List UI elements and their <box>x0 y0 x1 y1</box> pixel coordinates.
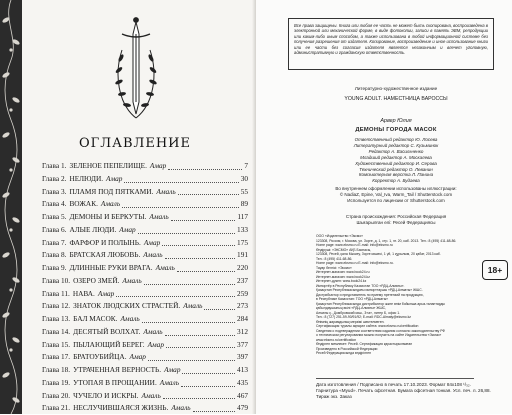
toc-chapter-number: Глава 10. <box>42 275 71 285</box>
toc-chapter-number: Глава 11. <box>42 288 70 298</box>
toc-narrator: Амар <box>129 352 146 362</box>
imprint-line: Тел.: 8 (727) 251-59-90/91/92; E-mail: RDC-Almaty@eksmo.kz <box>316 315 412 319</box>
toc-chapter-number: Глава 1. <box>42 161 67 170</box>
imprint-line: Home page: www.eksmo.ru E-mail: info@eksmo.ru. <box>316 261 394 265</box>
toc-row <box>42 186 248 199</box>
toc-leader-dots <box>144 284 235 285</box>
imprint-line: Сведения о подтверждении соответствия издания согласно законодательству РФ <box>316 328 446 333</box>
toc-page-number: 55 <box>240 186 248 196</box>
imprint-line: Өнімнің жарамдылық мерзімі шектелмеген. <box>316 319 385 324</box>
toc-row <box>42 160 248 173</box>
toc-chapter-number: Глава 4. <box>42 199 67 209</box>
toc-page-number: 220 <box>237 263 248 272</box>
illustration-credits <box>306 186 486 203</box>
toc-narrator: Амаль <box>159 377 180 387</box>
toc-chapter-number: Глава 7. <box>42 237 67 247</box>
toc-narrator: Амаль <box>183 301 203 311</box>
dagger-wreath-emblem-icon <box>108 14 164 134</box>
toc-narrator: Амаль <box>100 199 121 209</box>
credit-line: Технический редактор О. Леванин <box>359 166 433 172</box>
toc-chapter-title: НЕЛЮДИ. <box>69 173 104 183</box>
credits-list <box>316 137 476 184</box>
toc-chapter-number: Глава 20. <box>42 390 71 400</box>
toc-chapter-title: ДЕСЯТЫЙ ВОЛХАТ. <box>73 326 141 336</box>
toc-leader-dots <box>181 386 235 387</box>
toc-narrator: Амаль <box>155 263 175 272</box>
toc-row <box>42 249 248 262</box>
toc-page-number: 89 <box>240 199 248 209</box>
toc-list <box>42 160 248 415</box>
publisher-imprint <box>316 234 474 356</box>
age-rating-badge: 18+ <box>482 260 508 280</box>
toc-chapter-number: Глава 2. <box>42 173 67 183</box>
toc-row <box>42 173 248 186</box>
toc-leader-dots <box>168 169 242 170</box>
toc-row <box>42 364 248 377</box>
toc-narrator: Амар <box>147 339 164 349</box>
toc-row <box>42 313 248 326</box>
toc-narrator: Амаль <box>122 275 142 285</box>
series-line: YOUNG ADULT. НАМЕСТНИЦА ВАРОССЫ <box>344 96 448 102</box>
toc-page-number: 7 <box>244 161 248 170</box>
country-line: Шығарылған елі: Ресей Федерациясы <box>356 219 436 225</box>
toc-leader-dots <box>204 309 235 310</box>
toc-leader-dots <box>142 322 235 323</box>
publication-data <box>316 382 491 400</box>
imprint-line: Қазақстан Республикасында дистрибьютор және өнім бойынша арыз-талаптарды <box>316 301 445 306</box>
imprint-line: Home page: www.eksmo.ru E-mail: info@eksmo.ru <box>316 243 393 247</box>
toc-chapter-number: Глава 14. <box>42 326 71 336</box>
toc-row <box>42 288 248 301</box>
imprint-line: Қазақстан Республикасындағы импорттаушы «РДЦ-Алматы» ЖШС. <box>316 288 423 292</box>
toc-page-number: 377 <box>237 339 248 349</box>
toc-page-number: 273 <box>237 301 248 311</box>
toc-leader-dots <box>116 296 235 297</box>
toc-page-number: 191 <box>237 250 248 260</box>
toc-leader-dots <box>165 258 236 259</box>
toc-row <box>42 339 248 352</box>
pubdata-line: Дата изготовления / Подписано в печать 17.10.2023. Формат 84x108 ¹/₃₂. <box>316 382 471 387</box>
toc-row <box>42 198 248 211</box>
toc-leader-dots <box>193 411 235 412</box>
toc-chapter-number: Глава 17. <box>42 352 71 362</box>
illustration-line: Во внутреннем оформлении использованы иллюстрации: <box>335 186 457 191</box>
toc-leader-dots <box>165 335 235 336</box>
toc-narrator: Амар <box>106 173 123 183</box>
toc-chapter-title: УТОПАЯ В ПРОЩАНИИ. <box>73 377 157 387</box>
toc-row <box>42 275 248 288</box>
toc-chapter-title: ОЗЕРО ЗМЕЙ. <box>73 275 120 285</box>
toc-page-number: 467 <box>237 390 248 400</box>
imprint-line: Импортёр в Республику Казахстан ТОО «РДЦ-Алматы». <box>316 283 405 288</box>
toc-chapter-title: ЗЕЛЕНОЕ ПЕПЕЛИЩЕ. <box>69 161 147 170</box>
toc-chapter-title: ДЛИННЫЕ РУКИ ВРАГА. <box>69 263 153 272</box>
credit-line: Редактор А. Васильченко <box>368 148 424 154</box>
toc-row <box>42 237 248 250</box>
toc-leader-dots <box>177 271 235 272</box>
toc-chapter-number: Глава 8. <box>42 250 67 260</box>
toc-leader-dots <box>148 360 235 361</box>
imprint-line: Сертификация туралы ақпарат сайтта: www.eksmo.ru/certification <box>316 324 419 328</box>
toc-narrator: Амаль <box>171 403 191 413</box>
toc-chapter-title: АЛЫЕ ЛЮДИ. <box>69 224 117 234</box>
credit-line: Ответственный редактор Ю. Лосева <box>354 137 438 142</box>
toc-chapter-number: Глава 18. <box>42 365 71 374</box>
toc-narrator: Амар <box>164 365 181 374</box>
toc-chapter-number: Глава 5. <box>42 212 67 221</box>
toc-chapter-number: Глава 12. <box>42 301 71 311</box>
toc-narrator: Амаль <box>143 326 163 336</box>
country-of-origin <box>316 214 476 226</box>
toc-chapter-title: ФАРФОР И ПОЛЫНЬ. <box>69 237 141 247</box>
toc-leader-dots <box>178 194 239 195</box>
toc-narrator: Амаль <box>141 390 161 400</box>
imprint-line: Интернет-магазин: www.book24.ru <box>316 270 370 274</box>
imprint-line: Интернет-дүкен: www.book24.kz <box>316 279 367 283</box>
toc-page-number: 30 <box>240 173 248 183</box>
toc-chapter-title: БРАТОУБИЙЦА. <box>73 352 127 362</box>
toc-chapter-number: Глава 3. <box>42 186 67 196</box>
imprint-line: Произведено в Российской Федерации <box>316 346 378 351</box>
toc-narrator: Амар <box>143 237 161 247</box>
credit-line: Художественный редактор И. Серова <box>355 160 437 166</box>
imprint-line: Тауар белгісі: «Эксмо» <box>316 265 352 270</box>
imprint-line: www.eksmo.ru/certification <box>316 337 357 342</box>
imprint-line: в Республике Казахстан: ТОО «РДЦ-Алматы» <box>316 297 389 301</box>
toc-row <box>42 351 248 364</box>
toc-page-number: 479 <box>237 403 248 413</box>
toc-row <box>42 390 248 403</box>
toc-leader-dots <box>166 347 235 348</box>
toc-narrator: Амаль <box>143 250 163 260</box>
pubdata-line: Гарнитура «Myud». Печать офсетная. Бумага офсетная тонкая. Усл. печ. л. 26,88. <box>316 388 491 393</box>
toc-page-number: 237 <box>237 275 248 285</box>
toc-chapter-title: ДЕМОНЫ И БЕРКУТЫ. <box>69 212 147 221</box>
toc-narrator: Амар <box>119 224 136 234</box>
imprint-line: қабылдаушының өкілі «РДЦ-Алматы» ЖШС, <box>316 306 387 310</box>
toc-chapter-number: Глава 9. <box>42 263 67 272</box>
toc-chapter-title: УТРАЧЕННАЯ ВЕРНОСТЬ. <box>73 365 162 374</box>
toc-row <box>42 262 248 275</box>
toc-page-number: 413 <box>237 365 248 374</box>
book-title: ДЕМОНЫ ГОРОДА МАСОК <box>355 127 437 133</box>
imprint-line: Ресей Федерациясында өндірілген <box>316 351 371 355</box>
toc-title: ОГЛАВЛЕНИЕ <box>78 136 191 151</box>
author-name: Арвер Юлия <box>380 118 412 124</box>
toc-chapter-number: Глава 6. <box>42 224 67 234</box>
toc-row <box>42 377 248 390</box>
toc-chapter-title: ВОЖАК. <box>69 199 98 209</box>
toc-leader-dots <box>138 233 235 234</box>
toc-row <box>42 300 248 313</box>
imprint-line: Өндірген мемлекет: Ресей. Сертификация қарастырылмаған <box>316 342 413 346</box>
toc-page-number: 175 <box>237 237 248 247</box>
toc-chapter-title: ЧУЧЕЛО И ИСКРЫ. <box>73 390 139 400</box>
toc-chapter-title: ПЛАМЯ ПОД ПЯТКАМИ. <box>69 186 154 196</box>
imprint-line: Алматы қ., Домбровский көш., 3«а», литер Б, офис 1. <box>316 310 401 315</box>
imprint-line: 123308, Ресей, қала Мәскеу, Зорге көшесі, 1 үй, 1 құрылым, 20 қабат, 2013 каб. <box>316 252 441 256</box>
credit-line: Литературный редактор С. Кузьминок <box>353 142 439 148</box>
toc-leader-dots <box>124 182 238 183</box>
toc-row <box>42 402 248 415</box>
divider-line <box>316 378 474 379</box>
imprint-line: Интернет-магазин: www.book24.kz <box>316 274 370 279</box>
toc-chapter-title: ЗНАТОК ЛЮДСКИХ СТРАСТЕЙ. <box>73 301 181 311</box>
genre-line: Литературно-художественное издание <box>354 86 438 91</box>
toc-page-number: 259 <box>237 288 248 298</box>
imprint-line: 123308, Россия, г. Москва, ул. Зорге, д. 1, стр. 1, эт. 20, каб. 2013. Тел.: 8 (495) 411-68-86. <box>316 238 457 243</box>
toc-chapter-title: НЕСЛУЧИВШАЯСЯ ЖИЗНЬ. <box>73 403 169 413</box>
credit-line: Компьютерная верстка Л. Панина <box>358 172 434 178</box>
toc-leader-dots <box>162 245 235 246</box>
toc-chapter-number: Глава 19. <box>42 377 71 387</box>
credit-line: Младший редактор А. Москалева <box>360 154 432 160</box>
toc-chapter-title: НАВА. <box>72 288 95 298</box>
imprint-line: о техническом регулировании можно получить на сайте Издательства «Эксмо» <box>316 333 442 337</box>
left-page <box>0 0 256 414</box>
toc-row <box>42 224 248 237</box>
toc-leader-dots <box>163 398 235 399</box>
toc-chapter-number: Глава 21. <box>42 403 71 413</box>
toc-narrator: Амаль <box>149 212 169 221</box>
imprint-line: Тел.: 8 (495) 411-68-86. <box>316 256 353 261</box>
credit-line: Корректор А. Будаева <box>372 178 420 184</box>
toc-leader-dots <box>171 220 236 221</box>
vine-border-ornament <box>0 0 22 414</box>
imprint-line: ООО «Издательство «Эксмо» <box>316 234 363 238</box>
toc-leader-dots <box>182 373 235 374</box>
copyright-notice: Все права защищены. Книга или любая ее часть не может быть скопирована, воспроизведена в электронной или механической форме, в виде фотокопии, записи в память ЭВМ, репродукции или каким-либо иным способом, а также использована в любой информационной системе без получения разрешения от издателя. Копирование, воспроизведение и иное использование книги или ее части без согласия издателя является незаконным и влечет уголовную, административную и гражданскую ответственность. <box>288 18 494 70</box>
toc-page-number: 397 <box>237 352 248 362</box>
toc-page-number: 435 <box>237 377 248 387</box>
toc-row <box>42 326 248 339</box>
illustration-line: © NadiaZ, Epine, Val_Iva, Warm_Tail / Shutterstock.com <box>339 191 453 197</box>
toc-chapter-title: БРАТСКАЯ ЛЮБОВЬ. <box>69 250 141 260</box>
imprint-line: Дистрибьютор и представитель по приему претензий на продукцию, <box>316 292 424 297</box>
pubdata-line: Тираж экз. Заказ <box>316 394 352 399</box>
toc-narrator: Амаль <box>120 314 140 323</box>
toc-narrator: Амаль <box>156 186 176 196</box>
imprint-line: Өндіруші: «ЭКСМО» АҚБ Баспасы, <box>316 247 372 252</box>
toc-narrator: Амар <box>149 161 167 170</box>
toc-row <box>42 211 248 224</box>
toc-chapter-title: БАЛ МАСОК. <box>73 314 118 323</box>
right-page <box>256 0 512 414</box>
toc-chapter-number: Глава 15. <box>42 339 71 349</box>
toc-narrator: Амар <box>97 288 115 298</box>
toc-chapter-number: Глава 13. <box>42 314 71 323</box>
toc-page-number: 133 <box>237 224 248 234</box>
toc-page-number: 117 <box>237 212 248 221</box>
country-line: Страна происхождения: Российская Федерация <box>345 214 447 219</box>
toc-page-number: 312 <box>237 326 248 336</box>
toc-page-number: 284 <box>237 314 248 323</box>
illustration-line: Используется по лицензии от Shutterstock.com <box>347 197 445 203</box>
toc-chapter-title: ПЫЛАЮЩИЙ БЕРЕГ. <box>73 339 145 349</box>
toc-leader-dots <box>122 207 239 208</box>
